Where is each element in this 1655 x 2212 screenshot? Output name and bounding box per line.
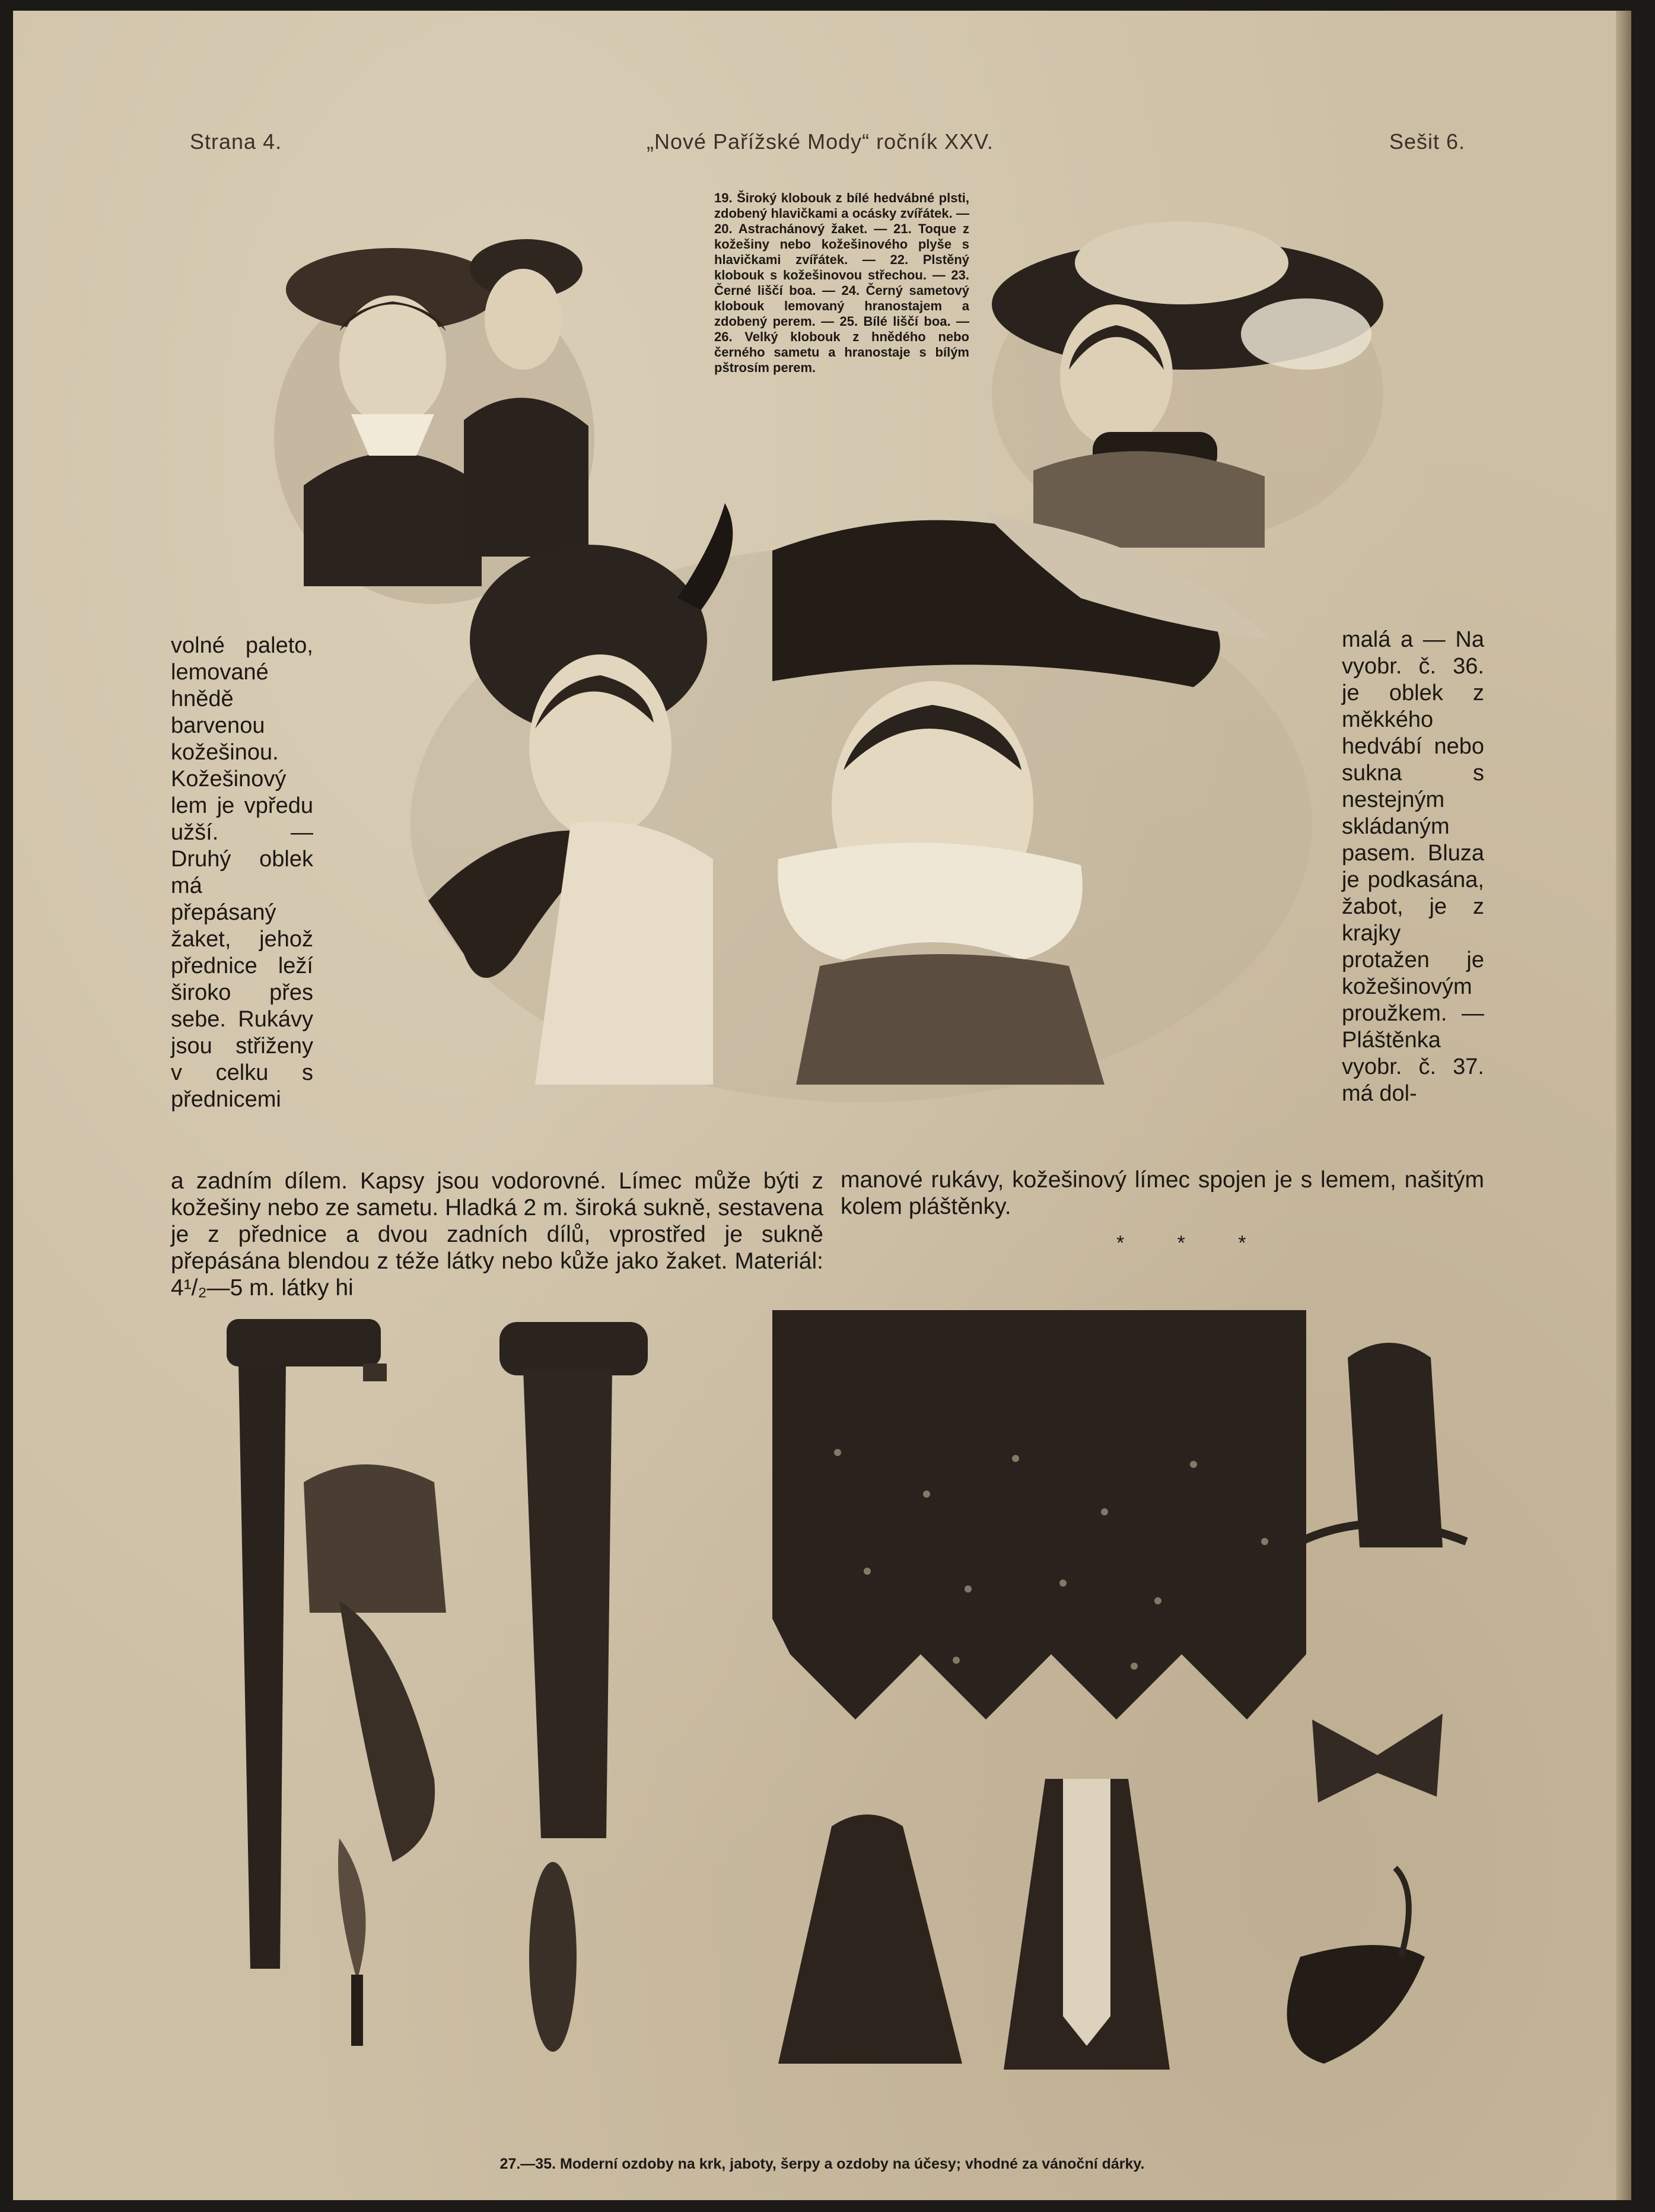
page-edge — [1616, 11, 1631, 2200]
body-column-right: malá a — Na vyobr. č. 36. je oblek z měkkého hedvábí nebo sukna s nestejným skládaným pasem. Bluza je podkasána, žabot, je z krajky protažen je kožešinovým proužkem. — Pláštěnka vyobr. č. 37. má dol- — [1342, 627, 1484, 1106]
caption-figures-19-26: 19. Široký klobouk z bílé hedvábné plsti, zdobený hlavičkami a ocásky zvířátek. — 20. Astrachánový žaket. — 21. Toque z kožešiny nebo kožešinového plyše s hlavičkami zvířátek. — 22. Plstěný klobouk s kožešinovou střechou. — 23. Černé liščí boa. — 24. Černý sametový klobouk lemovaný hranostajem a zdobený perem. — 25. Bílé liščí boa. — 26. Velký klobouk z hnědého nebo černého sametu a hranostaje s bílým pštrosím perem. — [714, 190, 969, 375]
body-text-right: manové rukávy, kožešinový límec spojen je s lemem, našitým kolem pláštěnky. — [841, 1167, 1484, 1219]
illustration-neck-ornaments — [185, 1304, 1526, 2123]
caption-figures-27-35: 27.—35. Moderní ozdoby na krk, jaboty, šerpy a ozdoby na účesy; vhodné za vánoční dárky. — [499, 2156, 1145, 2172]
body-column-left: volné paleto, lemované hnědě barvenou kožešinou. Kožešinový lem je vpředu užší. — Druhý oblek má přepásaný žaket, jehož přednice leží široko přes sebe. Rukávy jsou střiženy v celku s přednicemi — [171, 633, 313, 1112]
body-text-left: a zadním dílem. Kapsy jsou vodorovné. Límec může býti z kožešiny nebo ze sametu. Hladká 2 m. široká sukně, sestavena je z přednice a dvou zadních dílů, vprostřed je sukně přepásána blendou z téže látky nebo kůže jako žaket. Materiál: 4¹/₂—5 m. látky hi — [171, 1168, 823, 1301]
illustration-furs-and-feathered-hat — [393, 491, 1318, 1108]
magazine-title: „Nové Pařížské Mody“ ročník XXV. — [647, 129, 994, 154]
page-number: Strana 4. — [190, 129, 282, 154]
issue-number: Sešit 6. — [1389, 129, 1465, 154]
magazine-page — [13, 11, 1631, 2200]
section-separator: * * * — [1116, 1232, 1270, 1254]
